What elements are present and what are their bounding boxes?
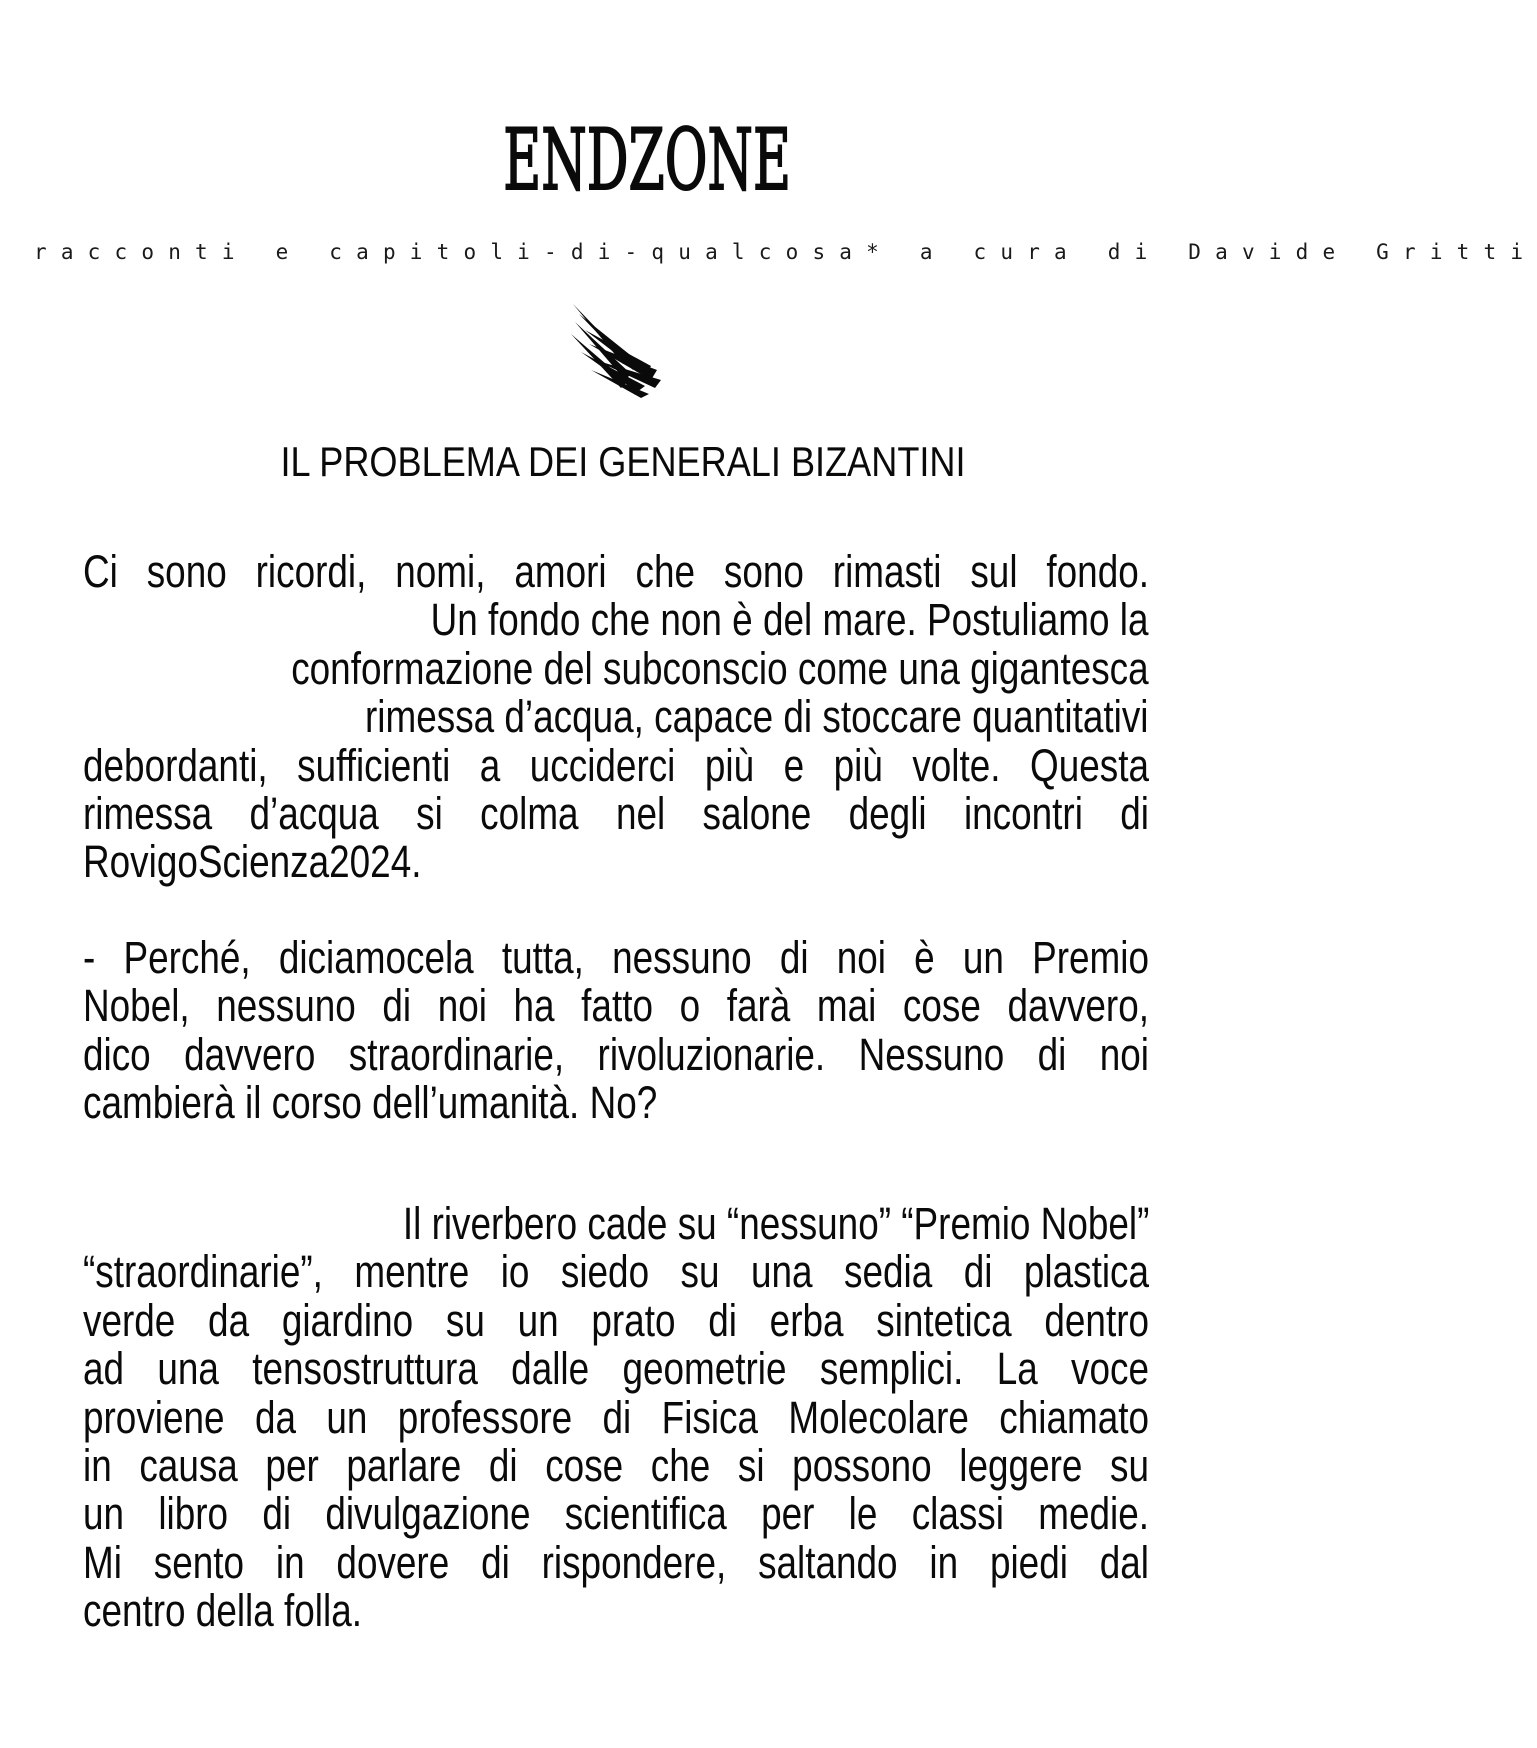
article-title: IL PROBLEMA DEI GENERALI BIZANTINI	[280, 438, 966, 485]
paragraph-line: rimessa d’acqua, capace di stoccare quantitativi	[365, 691, 1149, 743]
masthead	[0, 111, 1234, 209]
logo-wrap	[415, 111, 879, 209]
paragraph-line: proviene da un professore di Fisica Molecolare chiamato	[83, 1391, 1149, 1443]
paragraph-line: cambierà il corso dell’umanità. No?	[83, 1077, 658, 1129]
paragraph-2	[83, 934, 1149, 1128]
paragraph-1	[83, 548, 1149, 887]
paragraph-line: un libro di divulgazione scientifica per le classi medie.	[83, 1488, 1149, 1540]
paragraph-line: in causa per parlare di cose che si possono leggere su	[83, 1439, 1149, 1491]
paragraph-line: - Perché, diciamocela tutta, nessuno di noi è un Premio	[83, 932, 1149, 983]
paragraph-line: dico davvero straordinarie, rivoluzionarie. Nessuno di noi	[83, 1028, 1149, 1080]
paragraph-line: debordanti, sufficienti a ucciderci più e più volte. Questa	[83, 739, 1149, 791]
claw-marks-icon	[565, 300, 675, 400]
endzone-logo: ENDZONE	[503, 111, 791, 209]
paragraph-line: Ci sono ricordi, nomi, amori che sono rimasti sul fondo.	[83, 546, 1149, 597]
paragraph-line: RovigoScienza2024.	[83, 836, 422, 888]
paragraph-line: Un fondo che non è del mare. Postuliamo la	[431, 594, 1149, 646]
paragraph-line: conformazione del subconscio come una gigantesca	[291, 642, 1149, 694]
paragraph-line: “straordinarie”, mentre io siedo su una sedia di plastica	[83, 1246, 1149, 1298]
paragraph-line: Nobel, nessuno di noi ha fatto o farà mai cose davvero,	[83, 980, 1149, 1032]
paragraph-line: Mi sento in dovere di rispondere, saltando in piedi dal	[83, 1536, 1149, 1588]
paragraph-line: ad una tensostruttura dalle geometrie semplici. La voce	[83, 1343, 1149, 1395]
paragraph-3	[83, 1200, 1149, 1636]
paragraph-line: verde da giardino su un prato di erba sintetica dentro	[83, 1294, 1149, 1346]
masthead-subtitle: racconti e capitoli-di-qualcosa* a cura di Davide Gritti	[34, 240, 1537, 264]
paragraph-line: centro della folla.	[83, 1585, 362, 1637]
paragraph-line: rimessa d’acqua si colma nel salone degli incontri di	[83, 787, 1149, 839]
paragraph-line: Il riverbero cade su “nessuno” “Premio Nobel”	[402, 1198, 1149, 1249]
